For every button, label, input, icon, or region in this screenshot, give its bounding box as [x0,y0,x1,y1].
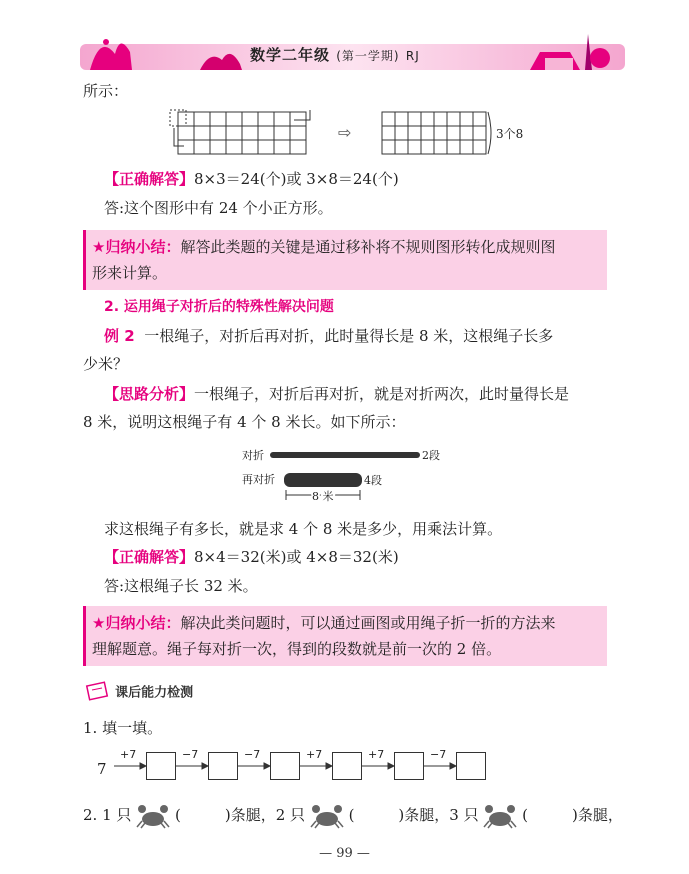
grid-transform-figure [170,108,530,156]
crab-icon [136,803,170,829]
summary-box-2: ★归纳小结：解决此类问题时，可以通过画图或用绳子折一折的方法来 理解题意。绳子每对折一次，得到的段数就是前一次的 2 倍。 [83,606,607,666]
op-label-3: −7 [244,748,261,761]
svg-text:2段: 2段 [422,449,440,462]
fill-chain [110,748,490,788]
answer-box-6[interactable] [456,752,486,780]
op-label-6: −7 [430,748,447,761]
answer-box-3[interactable] [270,752,300,780]
analysis-line2: 8 米，说明这根绳子有 4 个 8 米长。如下所示： [83,413,406,431]
op-label-2: −7 [182,748,199,761]
chain-start: 7 [97,760,107,778]
practice-header: 课后能力检测 [86,680,193,702]
rope-figure [240,443,440,505]
crab-icon [310,803,344,829]
answer2-reply: 答:这根绳子长 32 米。 [104,577,258,595]
question2-line: 2. 1 只 ( )条腿，2 只 ( )条腿，3 只 ( )条腿， [83,803,623,829]
answer-box-2[interactable] [208,752,238,780]
intro-text: 所示： [83,82,129,100]
svg-text:再对折: 再对折 [242,473,275,486]
svg-text:4段: 4段 [364,474,382,487]
answer2-line: 【正确解答】8×4＝32(米)或 4×8＝32(米) [104,548,399,566]
question1-label: 1. 填一填。 [83,719,163,737]
page-number: — 99 — [319,846,370,861]
example2-line2: 少米？ [83,355,129,373]
example2-line1: 例 2 一根绳子，对折后再对折，此时量得长是 8 米，这根绳子长多 [104,327,554,345]
section2-heading: 2. 运用绳子对折后的特殊性解决问题 [104,299,334,315]
crab-icon [483,803,517,829]
svg-text:对折: 对折 [242,449,264,462]
answer-box-5[interactable] [394,752,424,780]
svg-text:8 米: 8 米 [312,490,334,503]
grid-label: 3个8 [496,127,524,141]
op-label-4: +7 [306,748,323,761]
answer-box-4[interactable] [332,752,362,780]
analysis-line1: 【思路分析】一根绳子，对折后再对折，就是对折两次，此时量得长是 [104,385,570,403]
notebook-icon [86,680,110,702]
answer1-line: 【正确解答】8×3＝24(个)或 3×8＝24(个) [104,170,399,188]
op-label-1: +7 [120,748,137,761]
answer1-reply: 答:这个图形中有 24 个小正方形。 [104,199,333,217]
header-title: 数学二年级 (第一学期) RJ [250,46,420,64]
grid-arrow: ⇨ [338,123,352,142]
summary-box-1: ★归纳小结：解答此类题的关键是通过移补将不规则图形转化成规则图 形来计算。 [83,230,607,290]
op-label-5: +7 [368,748,385,761]
answer-box-1[interactable] [146,752,176,780]
explain-text: 求这根绳子有多长，就是求 4 个 8 米是多少，用乘法计算。 [104,520,503,538]
